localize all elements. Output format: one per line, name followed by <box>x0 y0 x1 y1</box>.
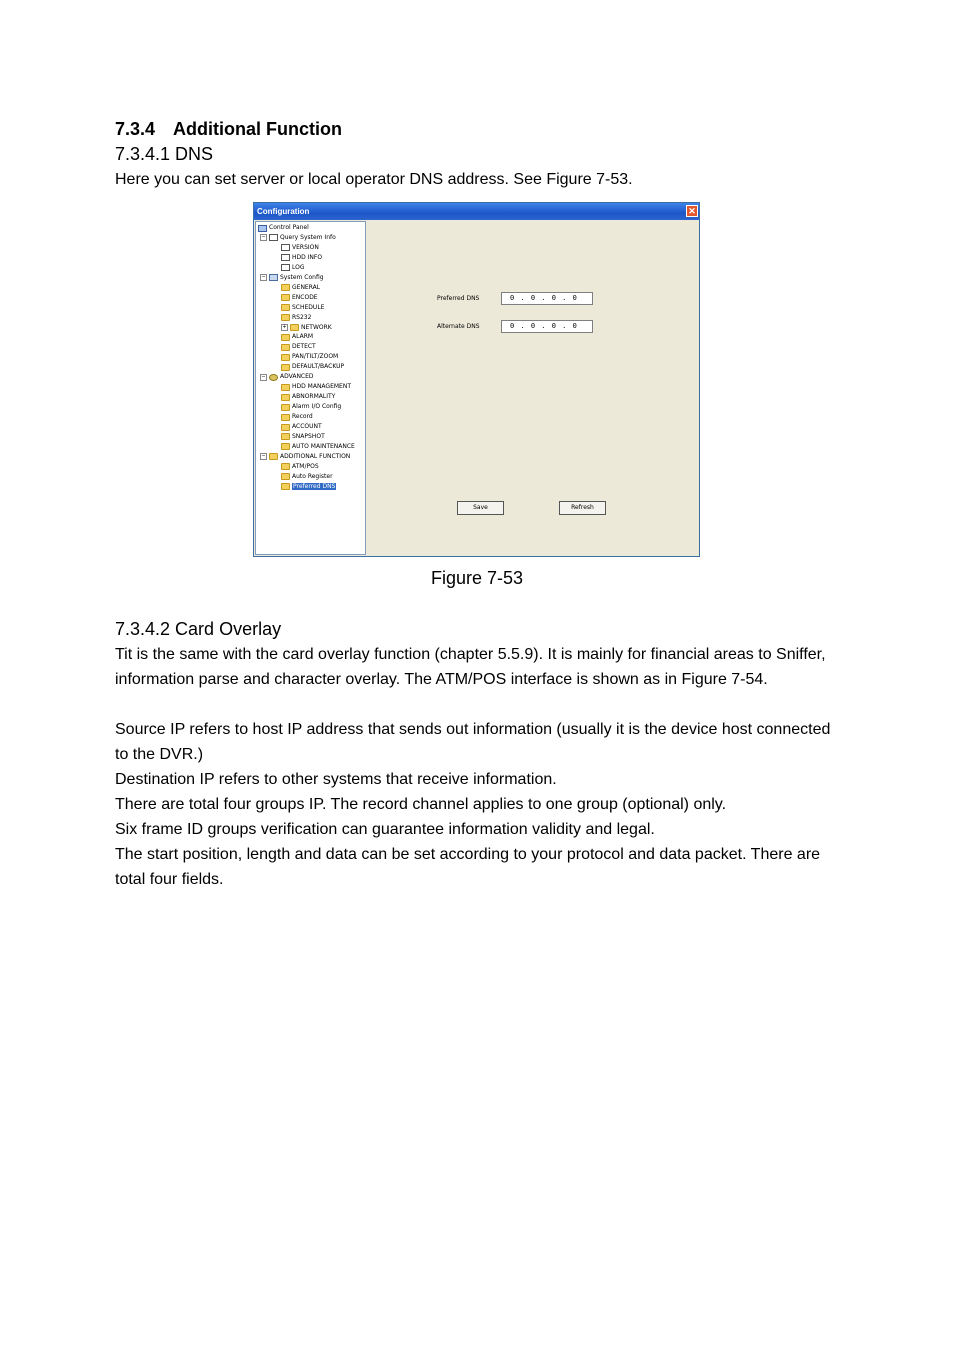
card-overlay-heading: 7.3.4.2 Card Overlay <box>115 619 282 639</box>
collapse-icon[interactable]: − <box>261 234 266 241</box>
tree-item[interactable] <box>281 472 333 482</box>
tree-item-label: AUTO MAINTENANCE <box>292 442 355 450</box>
tree-item-label: ADVANCED <box>280 373 314 381</box>
folder-icon <box>281 364 290 371</box>
folder-icon <box>281 354 290 361</box>
folder-icon <box>281 284 290 291</box>
tree-item[interactable] <box>281 342 316 352</box>
tree-item[interactable] <box>281 392 335 402</box>
tree-item[interactable] <box>260 452 350 462</box>
collapse-icon[interactable]: − <box>261 373 266 380</box>
tree-item-label: Query System Info <box>280 233 336 241</box>
folder-icon <box>281 294 290 301</box>
tree-item[interactable] <box>281 362 344 372</box>
config-tree[interactable] <box>255 221 366 555</box>
tree-item[interactable] <box>281 263 305 273</box>
folder-icon <box>281 473 290 480</box>
card-overlay-paragraph: The start position, length and data can be set according to your protocol and data packet. There are total four fields. <box>115 846 821 888</box>
tree-item-label: ENCODE <box>292 293 318 301</box>
tree-item[interactable] <box>281 243 319 253</box>
tree-item[interactable] <box>281 402 341 412</box>
tree-item-label: ATM/POS <box>292 462 319 470</box>
save-button[interactable]: Save <box>457 501 504 515</box>
tree-item[interactable] <box>281 293 318 303</box>
tree-item-label: ALARM <box>292 333 314 341</box>
folder-icon <box>281 394 290 401</box>
tree-item-label: LOG <box>292 263 305 271</box>
refresh-button[interactable]: Refresh <box>559 501 606 515</box>
tree-item-label: Auto Register <box>292 472 333 480</box>
tree-item[interactable] <box>260 233 336 243</box>
alternate-dns-input[interactable]: 0 . 0 . 0 . 0 <box>501 320 593 333</box>
folder-icon <box>281 344 290 351</box>
tree-item[interactable] <box>258 223 309 233</box>
tree-item-label: System Config <box>280 273 324 281</box>
tree-item-label: Alarm I/O Config <box>292 403 342 411</box>
preferred-dns-input[interactable]: 0 . 0 . 0 . 0 <box>501 292 593 305</box>
tree-item-label: VERSION <box>292 243 319 251</box>
tree-item[interactable] <box>281 332 313 342</box>
document-icon <box>281 264 290 271</box>
tree-item[interactable] <box>260 273 324 283</box>
card-overlay-paragraph: Tit is the same with the card overlay function (chapter 5.5.9). It is mainly for financial areas to Sniffer, information parse and character overlay. The ATM/POS interface is shown as in Figure 7-54. <box>115 646 826 688</box>
card-overlay-paragraph: Six frame ID groups verification can guarantee information validity and legal. <box>115 821 655 838</box>
tree-item-label: PAN/TILT/ZOOM <box>292 353 339 361</box>
folder-icon <box>281 463 290 470</box>
folder-icon <box>269 453 278 460</box>
gear-icon <box>269 374 278 381</box>
folder-icon <box>281 384 290 391</box>
tree-item[interactable] <box>281 253 322 263</box>
tree-item[interactable] <box>281 442 355 452</box>
section-number: 7.3.4 <box>115 119 156 139</box>
collapse-icon[interactable]: − <box>261 453 266 460</box>
figure-caption: Figure 7-53 <box>430 568 524 588</box>
tree-item-label: DEFAULT/BACKUP <box>292 363 345 371</box>
tree-item[interactable] <box>281 432 325 442</box>
card-overlay-paragraph: Source IP refers to host IP address that sends out information (usually it is the device host connected to the DVR.) <box>115 721 831 763</box>
tree-item-label: ADDITIONAL FUNCTION <box>280 452 351 460</box>
tree-item[interactable] <box>281 323 332 333</box>
tree-item[interactable] <box>281 412 313 422</box>
folder-icon <box>281 483 290 490</box>
tree-item-label: GENERAL <box>292 283 321 291</box>
tree-item-label: RS232 <box>292 313 312 321</box>
folder-icon <box>281 334 290 341</box>
tree-item[interactable] <box>281 482 336 492</box>
window-titlebar <box>254 203 699 220</box>
tree-item-label: ABNORMALITY <box>292 393 336 401</box>
collapse-icon[interactable]: − <box>261 274 266 281</box>
config-icon <box>269 274 278 281</box>
dns-intro: Here you can set server or local operator DNS address. See Figure 7-53. <box>115 171 633 188</box>
tree-item-label: NETWORK <box>301 323 332 331</box>
tree-item[interactable] <box>281 422 322 432</box>
card-overlay-paragraph: There are total four groups IP. The record channel applies to one group (optional) only. <box>115 796 727 813</box>
preferred-dns-label: Preferred DNS <box>437 295 480 302</box>
folder-icon <box>281 304 290 311</box>
tree-item-label: Preferred DNS <box>293 482 336 490</box>
configuration-window <box>253 202 700 557</box>
folder-icon <box>281 433 290 440</box>
tree-item[interactable] <box>281 382 351 392</box>
tree-item[interactable] <box>281 283 320 293</box>
tree-item[interactable] <box>281 352 338 362</box>
tree-item-label: Record <box>292 413 313 421</box>
alternate-dns-label: Alternate DNS <box>437 323 480 330</box>
card-overlay-paragraph: Destination IP refers to other systems that receive information. <box>115 771 557 788</box>
tree-item[interactable] <box>260 372 314 382</box>
tree-item-label: HDD INFO <box>292 253 323 261</box>
tree-item[interactable] <box>281 303 324 313</box>
folder-icon <box>281 443 290 450</box>
close-icon[interactable]: ✕ <box>686 205 698 217</box>
section-title: Additional Function <box>173 119 342 139</box>
tree-item-label: SCHEDULE <box>292 303 325 311</box>
dns-heading: 7.3.4.1 DNS <box>115 144 214 164</box>
tree-item-label: ACCOUNT <box>292 423 322 430</box>
tree-item-label: DETECT <box>292 343 316 351</box>
panel-icon <box>258 225 267 232</box>
folder-icon <box>281 314 290 321</box>
checklist-icon <box>269 234 278 241</box>
document-icon <box>281 254 290 261</box>
window-title: Configuration <box>257 207 310 216</box>
folder-icon <box>290 324 299 331</box>
tree-item-label: SNAPSHOT <box>292 432 325 440</box>
folder-icon <box>281 424 290 431</box>
expand-icon[interactable]: + <box>282 324 287 330</box>
tree-item[interactable] <box>281 313 311 323</box>
tree-item[interactable] <box>281 462 319 472</box>
folder-icon <box>281 414 290 421</box>
tree-item-label: Control Panel <box>269 224 309 231</box>
section-heading <box>115 119 342 140</box>
document-icon <box>281 244 290 251</box>
tree-item-label: HDD MANAGEMENT <box>292 383 351 391</box>
folder-icon <box>281 404 290 411</box>
